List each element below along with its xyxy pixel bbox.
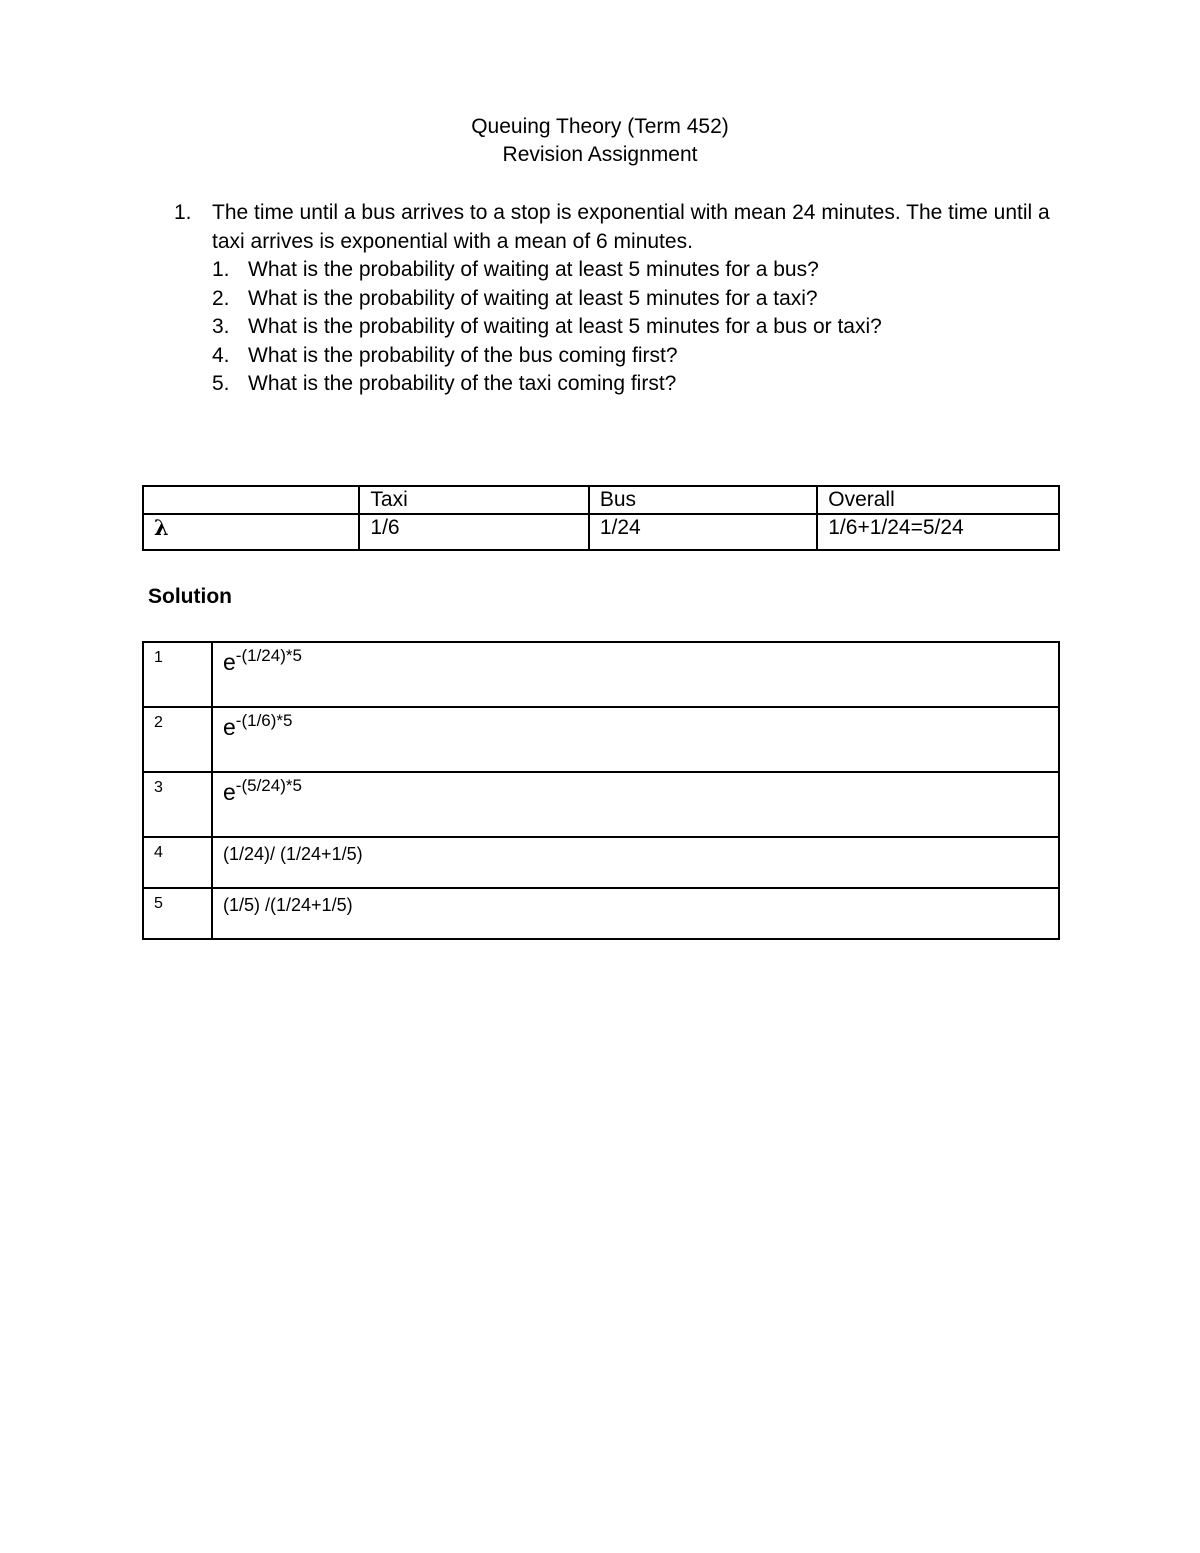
table-row [143,888,1059,939]
row-number: 5 [143,888,212,939]
solution-expression [212,642,1059,707]
row-number: 4 [143,837,212,888]
table-row [143,837,1059,888]
solution-expression [212,772,1059,837]
document-title: Queuing Theory (Term 452) [471,115,729,138]
table-row [143,707,1059,772]
question-text: The time until a bus arrives to a stop is exponential with mean 24 minutes. The time until a taxi arrives is exponential with a mean of 6 minutes. [212,201,1050,253]
row-number: 3 [143,772,212,837]
solution-expression: (1/5) /(1/24+1/5) [212,888,1059,939]
subquestion-1 [212,256,1054,285]
solution-expression: (1/24)/ (1/24+1/5) [212,837,1059,888]
question-number: 1. [174,201,192,224]
solution-expression [212,707,1059,772]
subquestion-text: What is the probability of waiting at least 5 minutes for a bus? [248,258,819,281]
subquestion-text: What is the probability of the taxi coming first? [248,372,677,395]
question-1 [174,199,1054,399]
lambda-taxi: 1/6 [359,514,588,550]
subquestion-5 [212,370,1054,399]
lambda-symbol: λ [143,514,359,550]
subquestion-3 [212,313,1054,342]
subquestion-number: 4. [212,343,230,367]
exp-exponent: -(5/24)*5 [235,776,302,795]
subquestion-number: 5. [212,372,230,395]
subquestion-number: 1. [212,258,230,281]
exp-exponent: -(1/24)*5 [235,646,302,665]
table-row [143,642,1059,707]
exp-base: e [223,714,236,740]
exp-base: e [223,649,236,675]
solution-heading: Solution [148,585,232,608]
subquestion-text: What is the probability of waiting at least 5 minutes for a taxi? [248,286,818,310]
lambda-row [143,514,1059,550]
lambda-bus: 1/24 [589,514,817,550]
table-row [143,772,1059,837]
exp-exponent: -(1/6)*5 [235,711,293,730]
row-number: 1 [143,642,212,707]
solution-table [142,641,1060,940]
document-header [0,113,1200,169]
header-cell-overall: Overall [817,486,1059,514]
row-number: 2 [143,707,212,772]
subquestion-text: What is the probability of the bus coming first? [248,343,678,367]
header-cell-taxi: Taxi [359,486,588,514]
lambda-table [142,485,1060,551]
lambda-overall: 1/6+1/24=5/24 [817,514,1059,550]
subquestion-number: 2. [212,286,230,310]
subquestion-2 [212,285,1054,314]
exp-base: e [223,779,236,805]
subquestion-text: What is the probability of waiting at least 5 minutes for a bus or taxi? [248,315,882,338]
subquestion-4 [212,342,1054,371]
document-subtitle: Revision Assignment [502,143,698,166]
table-header-row [143,486,1059,514]
header-cell-bus: Bus [589,486,817,514]
header-cell-empty [143,486,359,514]
subquestion-number: 3. [212,315,230,338]
